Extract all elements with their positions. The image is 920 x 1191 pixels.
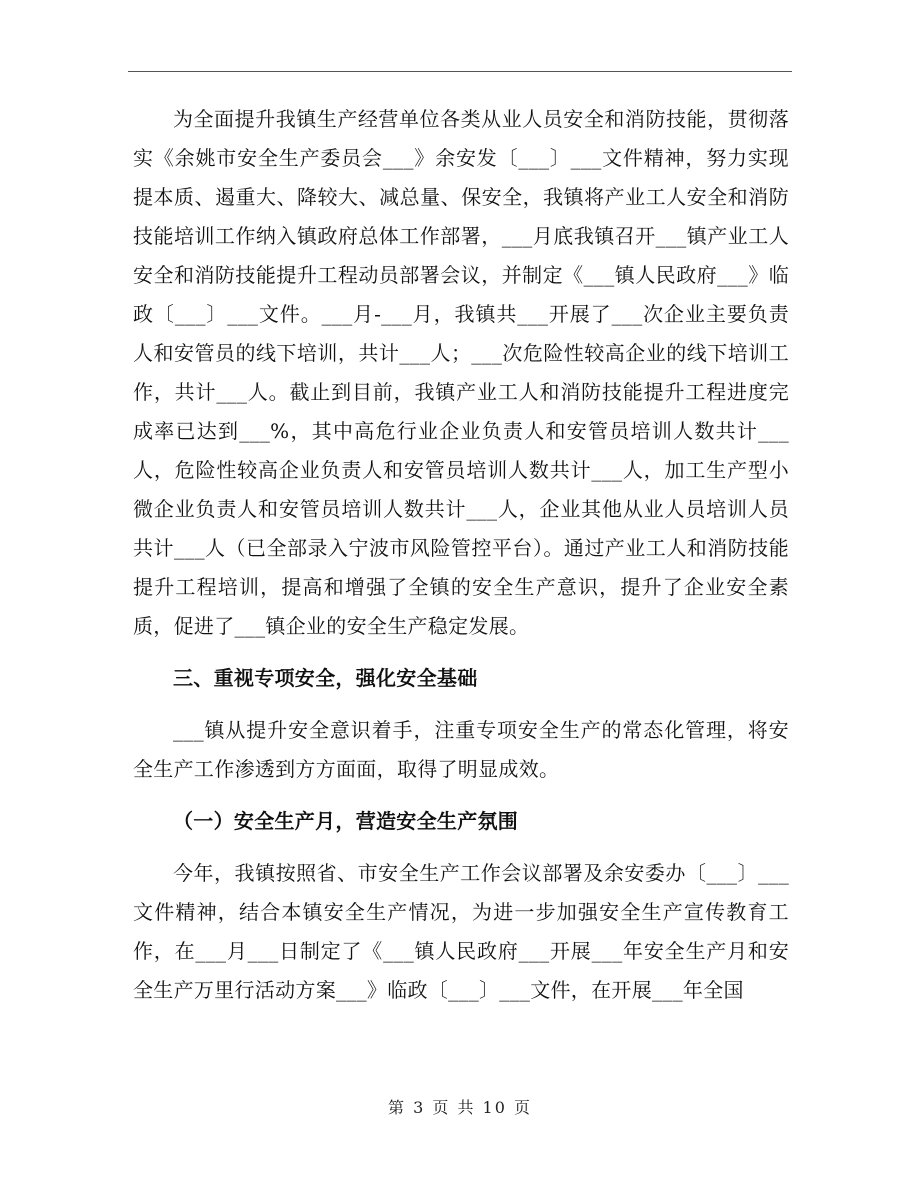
paragraph-training-summary: 为全面提升我镇生产经营单位各类从业人员安全和消防技能，贯彻落实《余姚市安全生产委员会___》余安发〔___〕___文件精神，努力实现提本质、遏重大、降较大、减总量、保安全，我镇将产业工人安全和消防技能培训工作纳入镇政府总体工作部署，___月底我镇召开___镇产业工人安全和消防技能提升工程动员部署会议，并制定《___镇人民政府___》临政〔___〕___文件。___月-___月，我镇共___开展了___次企业主要负责人和安管员的线下培训，共计___人；___次危险性较高企业的线下培训工作，共计___人。截止到目前，我镇产业工人和消防技能提升工程进度完成率已达到___%，其中高危行业企业负责人和安管员培训人数共计___人，危险性较高企业负责人和安管员培训人数共计___人，加工生产型小微企业负责人和安管员培训人数共计___人，企业其他从业人员培训人员共计___人（已全部录入宁波市风险管控平台）。通过产业工人和消防技能提升工程培训，提高和增强了全镇的安全生产意识，提升了企业安全素质，促进了___镇企业的安全生产稳定发展。 — [133, 107, 789, 638]
subheading-safety-month: （一）安全生产月，营造安全生产氛围 — [173, 809, 519, 833]
paragraph-special-safety: ___镇从提升安全意识着手，注重专项安全生产的常态化管理，将安全生产工作渗透到方方面面，取得了明显成效。 — [133, 718, 789, 781]
paragraph-safety-month: 今年，我镇按照省、市安全生产工作会议部署及余安委办〔___〕___文件精神，结合本镇安全生产情况，为进一步加强安全生产宣传教育工作，在___月___日制定了《___镇人民政府___开展___年安全生产月和安全生产万里行活动方案___》临政〔___〕___文件，在开展___年全国 — [133, 861, 789, 1002]
section-heading-3: 三、重视专项安全，强化安全基础 — [173, 666, 478, 690]
page-number: 第 3 页 共 10 页 — [388, 1098, 532, 1117]
document-body — [133, 100, 789, 1010]
header-rule — [128, 71, 792, 72]
